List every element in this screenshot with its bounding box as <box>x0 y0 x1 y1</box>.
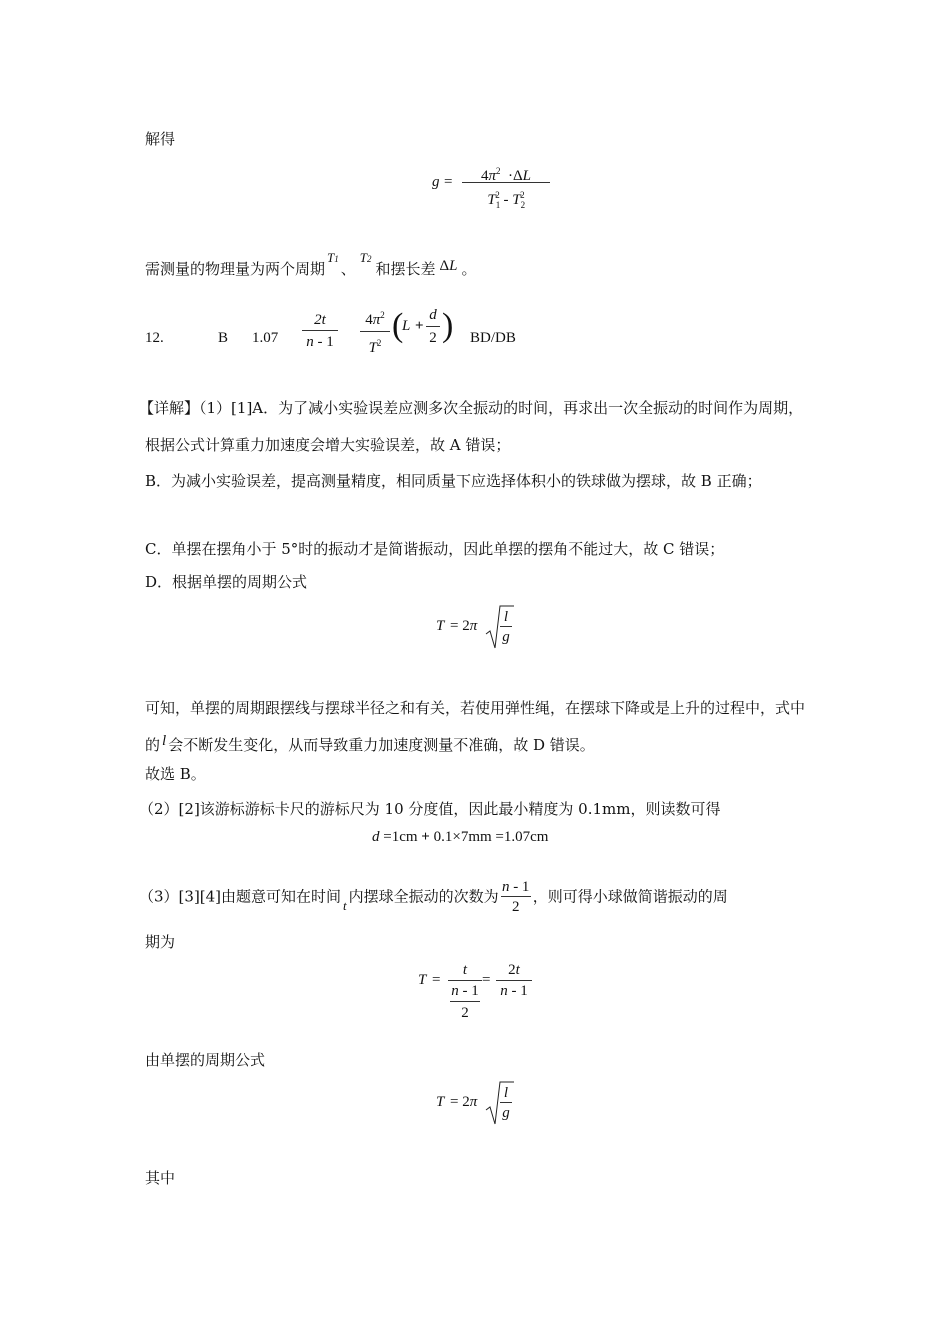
detail-p2: B．为减小实验误差，提高测量精度，相同质量下应选择体积小的铁球做为摆球，故 B 正确； <box>145 472 762 490</box>
detail-p8: （3）[3][4]由题意可知在时间 t 内摆球全振动的次数为 $\frac{n - 1}{2}$ ，则可得小球做简谐振动的周 <box>139 879 728 915</box>
detail-p9: 由单摆的周期公式 <box>145 1051 266 1069</box>
detail-p10: 其中 <box>145 1169 176 1187</box>
answer-12-107: 1.07 <box>252 330 279 346</box>
detail-p6: 故选 B。 <box>145 765 206 783</box>
answer-12-frac: 2t n - 1 <box>302 310 338 353</box>
answer-12-bd: BD/DB <box>470 330 516 346</box>
detail-p3: C．单摆在摆角小于 5°时的振动才是简谐振动，因此单摆的摆角不能过大，故 C 错误； <box>145 540 725 558</box>
answer-12-number: 12. <box>145 330 164 346</box>
detail-p1: 【详解】（1）[1]A．为了减小实验误差应测多次全振动的时间，再求出一次全振动的时间作为周期，根据公式计算重力加速度会增大实验误差，故 A 错误； <box>139 399 804 454</box>
detail-p8d: 期为 <box>145 933 176 951</box>
text-jiede: 解得 <box>145 130 176 148</box>
detail-p4: D．根据单摆的周期公式 <box>145 573 308 591</box>
text-need-measure: 需测量的物理量为两个周期T1、T2和摆长差 ΔL 。 <box>145 250 477 278</box>
detail-p5: 可知，单摆的周期跟摆线与摆球半径之和有关，若使用弹性绳，在摆球下降或是上升的过程中，式中的 l 会不断发生变化，从而导致重力加速度测量不准确，故 D 错误。 <box>145 699 806 754</box>
detail-p7: （2）[2]该游标游标卡尺的游标尺为 10 分度值，因此最小精度为 0.1mm，则读数可得 <box>139 800 721 818</box>
answer-12-b: B <box>218 330 229 346</box>
equation-d: d =1cm + 0.1×7mm =1.07cm <box>372 829 549 845</box>
